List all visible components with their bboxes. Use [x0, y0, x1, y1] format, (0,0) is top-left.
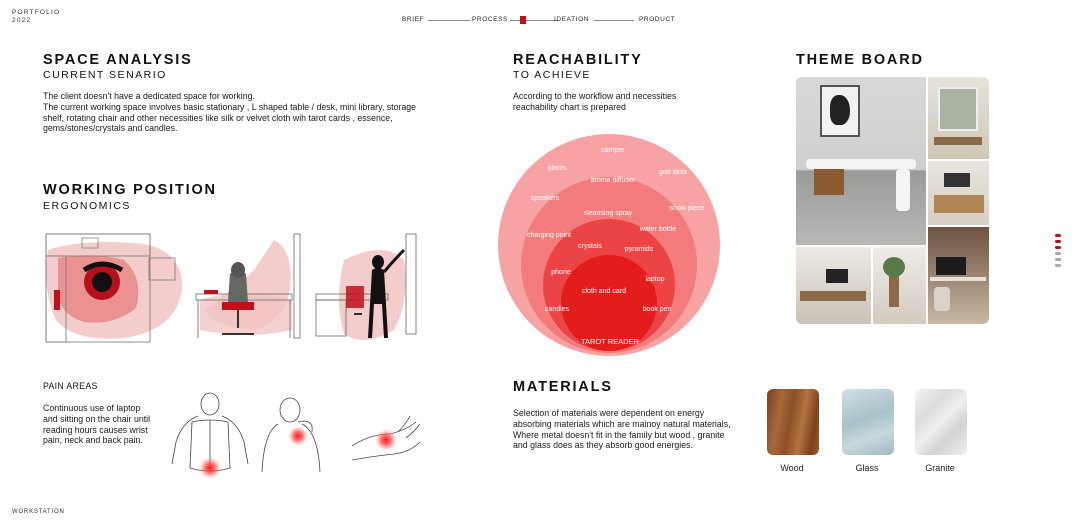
theme-photo-living: [796, 247, 871, 324]
space-analysis-title: SPACE ANALYSIS: [43, 52, 193, 68]
nav-line: [428, 20, 470, 21]
nav-step-brief[interactable]: BRIEF: [402, 16, 425, 23]
reachability-body: According to the workflow and necessities reachability chart is prepared: [513, 91, 677, 112]
back-pain-glow: [199, 457, 221, 479]
slide-dot[interactable]: [1055, 246, 1061, 249]
nav-line: [594, 20, 634, 21]
label-candles: candles: [544, 306, 570, 313]
space-analysis-subtitle: CURRENT SENARIO: [43, 69, 167, 81]
slide-dots: [1055, 234, 1061, 270]
material-label-granite: Granite: [925, 463, 955, 473]
label-phone: phone: [551, 269, 571, 276]
working-position-title: WORKING POSITION: [43, 182, 217, 198]
label-pyramids: pyramids: [624, 246, 654, 253]
material-swatch-glass: [842, 389, 894, 455]
material-swatch-granite: [915, 389, 967, 455]
label-god-idols: god idols: [658, 169, 688, 176]
nav-line: [510, 20, 558, 21]
label-show-piece: show piece: [669, 205, 705, 212]
portfolio-word: PORTFOLIO: [12, 9, 61, 16]
label-cloth-and-card: cloth and card: [582, 288, 626, 295]
slide-dot[interactable]: [1055, 252, 1061, 255]
portfolio-year: 2022: [12, 17, 32, 24]
nav-step-process[interactable]: PROCESS: [472, 16, 508, 23]
label-cleansing-spray: cleansing spray: [583, 210, 633, 217]
materials-body: Selection of materials were dependent on energy absorbing materials which are mainoy natural materials, Where metal doesn't fit in the family but wood , granite and glass does as they absorb good energies.: [513, 408, 731, 451]
nav-active-marker: [520, 16, 526, 24]
working-position-subtitle: ERGONOMICS: [43, 200, 131, 212]
theme-photo-study: [928, 227, 989, 324]
slide-dot[interactable]: [1055, 234, 1061, 237]
reachability-title: REACHABILITY: [513, 52, 643, 68]
ergonomics-illustration: [44, 230, 424, 348]
slide-dot[interactable]: [1055, 240, 1061, 243]
label-plants: plants: [547, 165, 567, 172]
pain-areas-title: PAIN AREAS: [43, 381, 98, 391]
neck-pain-glow: [288, 426, 308, 446]
slide-dot[interactable]: [1055, 258, 1061, 261]
reachability-chart: [497, 133, 722, 358]
label-tarot-reader: TAROT READER: [580, 337, 640, 346]
pain-areas-body: Continuous use of laptop and sitting on the chair until reading hours causes wrist pain, neck and back pain.: [43, 403, 151, 446]
theme-board-title: THEME BOARD: [796, 52, 924, 68]
theme-photo-desk: [796, 77, 926, 245]
materials-title: MATERIALS: [513, 379, 613, 395]
label-book-pen: book pen: [642, 306, 672, 313]
label-crystals: crystals: [578, 243, 602, 250]
portfolio-label: [12, 9, 60, 25]
plan-view-drawing: [46, 234, 182, 342]
theme-photo-shelf: [928, 161, 989, 225]
material-label-wood: Wood: [780, 463, 804, 473]
material-swatch-wood: [767, 389, 819, 455]
reachability-subtitle: TO ACHIEVE: [513, 69, 591, 81]
material-label-glass: Glass: [855, 463, 879, 473]
space-analysis-body: The client doesn't have a dedicated space for working. The current working space involves basic stationary , L shaped table / desk, mini library, storage shelf, rotating chair and other necessities like silk or velvet cloth wih tarot cards , essence, gems/stones/crystals and candles.: [43, 91, 417, 134]
theme-photo-window: [928, 77, 989, 159]
nav-step-ideation[interactable]: IDEATION: [554, 16, 590, 23]
pain-areas-illustration: [170, 388, 425, 480]
label-charging-point: charging point: [527, 232, 571, 239]
side-view-drawing: [196, 234, 300, 338]
label-laptop: laptop: [645, 276, 665, 283]
label-camper: camper: [601, 147, 625, 154]
standing-figure-drawing: [316, 234, 416, 340]
footer-label: WORKSTATION: [12, 509, 65, 515]
label-speakers: speakers: [530, 195, 560, 202]
nav-step-product[interactable]: PRODUCT: [639, 16, 676, 23]
progress-nav: [402, 14, 682, 28]
theme-board-collage: [796, 77, 989, 324]
label-aroma-diffuser: aroma diffuser: [590, 177, 636, 184]
slide-dot[interactable]: [1055, 264, 1061, 267]
theme-photo-plant: [873, 247, 926, 324]
wrist-pain-glow: [375, 429, 397, 451]
label-water-bottle: water bottle: [639, 226, 677, 233]
